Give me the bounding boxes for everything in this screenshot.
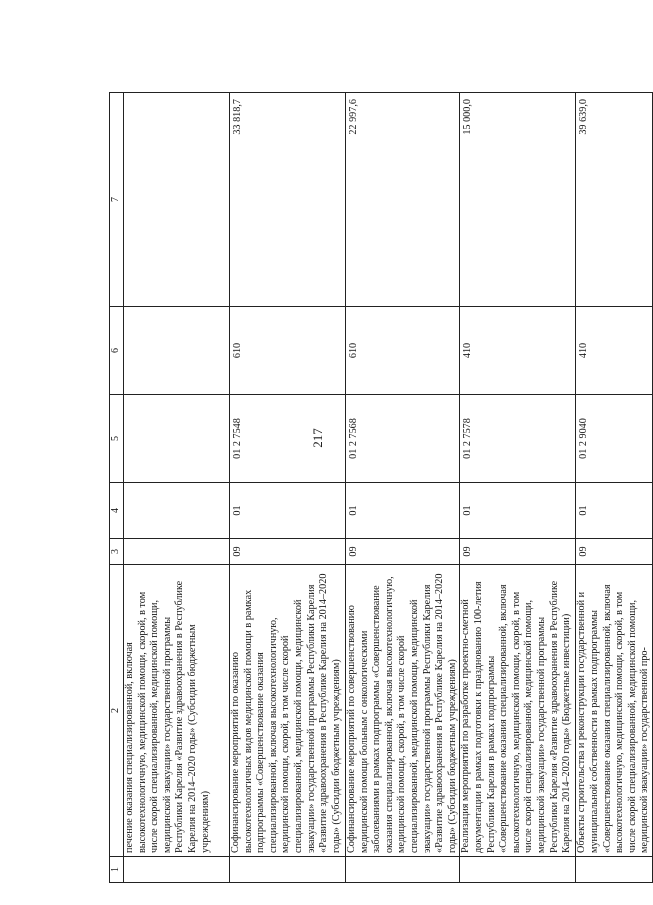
cell-amount (124, 93, 230, 307)
cell-col1 (230, 857, 346, 883)
cell-section: 09 (230, 539, 346, 565)
header-col-5: 5 (110, 395, 124, 483)
cell-subsection: 01 (230, 483, 346, 539)
rotated-table-page (109, 93, 651, 883)
header-col-7: 7 (110, 93, 124, 307)
page-number: 217 (310, 428, 325, 448)
cell-target-code: 01 2 9040 (576, 395, 653, 483)
table-row (460, 93, 576, 883)
cell-expense-type: 610 (230, 307, 346, 395)
header-col-1: 1 (110, 857, 124, 883)
cell-subsection: 01 (460, 483, 576, 539)
cell-target-code: 01 2 7548 (230, 395, 346, 483)
cell-target-code: 01 2 7578 (460, 395, 576, 483)
cell-description: печение оказания специализированной, включая высокотехнологичную, медицинской помощи, скорой, в том числе скорой специализированной, медицинской помощи, медицинской эвакуации» государственной программы Республики Карелия «Развитие здравоохранения в Республике Карелия на 2014–2020 годы» (Субсидии бюджетным учреждениям) (124, 565, 230, 857)
header-col-4: 4 (110, 483, 124, 539)
cell-subsection: 01 (576, 483, 653, 539)
budget-table (109, 92, 653, 883)
cell-section: 09 (576, 539, 653, 565)
cell-amount: 39 639,0 (576, 93, 653, 307)
cell-expense-type: 610 (346, 307, 460, 395)
cell-col1 (576, 857, 653, 883)
cell-expense-type: 410 (576, 307, 653, 395)
cell-description: Софинансирование мероприятий по совершенствованию медицинской помощи больным с онкологическими заболеваниями в рамках подпрограммы «Совершенствование оказания специализированной, включая высокотехнологичную, медицинской помощи, скорой, в том числе скорой специализированной, медицинской помощи, медицинской эвакуации» государственной программы Республики Карелия «Развитие здравоохранения в Республике Карелия на 2014–2020 годы» (Субсидии бюджетным учреждениям) (346, 565, 460, 857)
header-col-3: 3 (110, 539, 124, 565)
cell-target-code (124, 395, 230, 483)
cell-subsection (124, 483, 230, 539)
header-col-6: 6 (110, 307, 124, 395)
cell-section: 09 (346, 539, 460, 565)
cell-col1 (346, 857, 460, 883)
cell-description: Объекты строительства и реконструкции государственной и муниципальной собственности в рамках подпрограммы «Совершенствование оказания специализированной, включая высокотехнологичную, медицинской помощи, скорой, в том числе скорой специализированной, медицинской помощи, медицинской эвакуации» государственной про- (576, 565, 653, 857)
cell-col1 (124, 857, 230, 883)
cell-expense-type: 410 (460, 307, 576, 395)
cell-subsection: 01 (346, 483, 460, 539)
cell-section: 09 (460, 539, 576, 565)
cell-amount: 15 000,0 (460, 93, 576, 307)
table-row (576, 93, 653, 883)
cell-section (124, 539, 230, 565)
cell-description: Реализация мероприятий по разработке проектно-сметной документации в рамках подготовки к празднованию 100-летия Республики Карелия в рамках подпрограммы «Совершенствование оказания специализированной, включая высокотехнологичную, медицинской помощи, скорой, в том числе скорой специализированной, медицинской помощи, медицинской эвакуации» государственной программы Республики Карелия «Развитие здравоохранения в Республике Карелия на 2014–2020 годы» (Бюджетные инвестиции) (460, 565, 576, 857)
cell-amount: 22 997,6 (346, 93, 460, 307)
table-row (346, 93, 460, 883)
cell-col1 (460, 857, 576, 883)
table-row (230, 93, 346, 883)
cell-target-code: 01 2 7568 (346, 395, 460, 483)
table-row (124, 93, 230, 883)
cell-expense-type (124, 307, 230, 395)
cell-amount: 33 818,7 (230, 93, 346, 307)
header-row (110, 93, 124, 883)
header-col-2: 2 (110, 565, 124, 857)
cell-description: Софинансирование мероприятий по оказанию высокотехнологичных видов медицинской помощи в рамках подпрограммы «Совершенствование оказания специализированной, включая высокотехнологичную, медицинской помощи, скорой, в том числе скорой специализированной, медицинской помощи, медицинской эвакуации» государственной программы Республики Карелия «Развитие здравоохранения в Республике Карелия на 2014–2020 годы» (Субсидии бюджетным учреждениям) (230, 565, 346, 857)
